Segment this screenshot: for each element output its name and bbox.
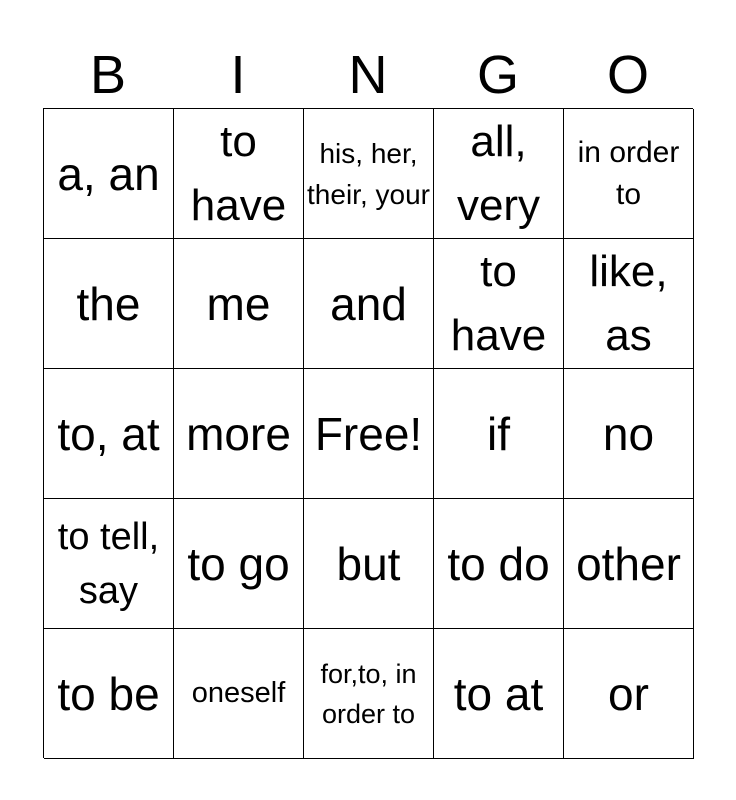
bingo-cell[interactable] <box>174 369 304 499</box>
bingo-header <box>43 42 693 108</box>
bingo-cell[interactable] <box>434 499 564 629</box>
cell-text: his, her, their, your <box>307 137 430 210</box>
cell-text: to, at <box>57 407 160 460</box>
header-letter-b: B <box>89 45 127 105</box>
bingo-cell[interactable] <box>564 109 694 239</box>
bingo-cell[interactable] <box>174 239 304 369</box>
cell-text: to be <box>57 667 160 720</box>
header-letter-o: O <box>606 45 649 105</box>
bingo-cell[interactable] <box>44 499 174 629</box>
cell-text: to have <box>450 246 547 360</box>
bingo-cell[interactable] <box>44 369 174 499</box>
free-space-text: Free! <box>314 407 423 460</box>
bingo-cell[interactable] <box>174 499 304 629</box>
cell-text: or <box>608 667 649 720</box>
bingo-cell[interactable] <box>44 109 174 239</box>
bingo-cell-free[interactable] <box>304 369 434 499</box>
bingo-cell[interactable] <box>434 239 564 369</box>
cell-text: to have <box>190 116 287 230</box>
cell-text: like, as <box>589 246 668 360</box>
bingo-cell[interactable] <box>304 629 434 759</box>
bingo-cell[interactable] <box>174 629 304 759</box>
bingo-cell[interactable] <box>434 369 564 499</box>
cell-text: no <box>602 407 655 460</box>
bingo-cell[interactable] <box>564 629 694 759</box>
bingo-cell[interactable] <box>434 629 564 759</box>
cell-text: the <box>76 277 141 330</box>
bingo-cell[interactable] <box>304 239 434 369</box>
cell-text: to go <box>187 537 290 590</box>
bingo-cell[interactable] <box>564 239 694 369</box>
cell-text: more <box>186 407 291 460</box>
cell-text: if <box>487 407 510 460</box>
bingo-cell[interactable] <box>174 109 304 239</box>
header-letter-i: I <box>230 45 246 105</box>
bingo-cell[interactable] <box>434 109 564 239</box>
bingo-cell[interactable] <box>564 369 694 499</box>
cell-text: to tell, say <box>57 515 160 612</box>
bingo-cell[interactable] <box>304 499 434 629</box>
cell-text: in order to <box>577 135 680 211</box>
cell-text: oneself <box>191 677 286 709</box>
cell-text: and <box>330 277 407 330</box>
cell-text: but <box>336 537 401 590</box>
header-letter-g: G <box>476 45 519 105</box>
cell-text: me <box>206 277 271 330</box>
bingo-cell[interactable] <box>44 629 174 759</box>
bingo-cell[interactable] <box>304 109 434 239</box>
header-letter-n: N <box>348 45 388 105</box>
bingo-grid <box>43 108 693 758</box>
cell-text: to do <box>447 537 550 590</box>
cell-text: for,to, in order to <box>320 658 417 729</box>
cell-text: a, an <box>57 147 160 200</box>
bingo-cell[interactable] <box>564 499 694 629</box>
bingo-cell[interactable] <box>44 239 174 369</box>
cell-text: all, very <box>456 116 541 230</box>
cell-text: to at <box>453 667 544 720</box>
cell-text: other <box>576 537 681 590</box>
